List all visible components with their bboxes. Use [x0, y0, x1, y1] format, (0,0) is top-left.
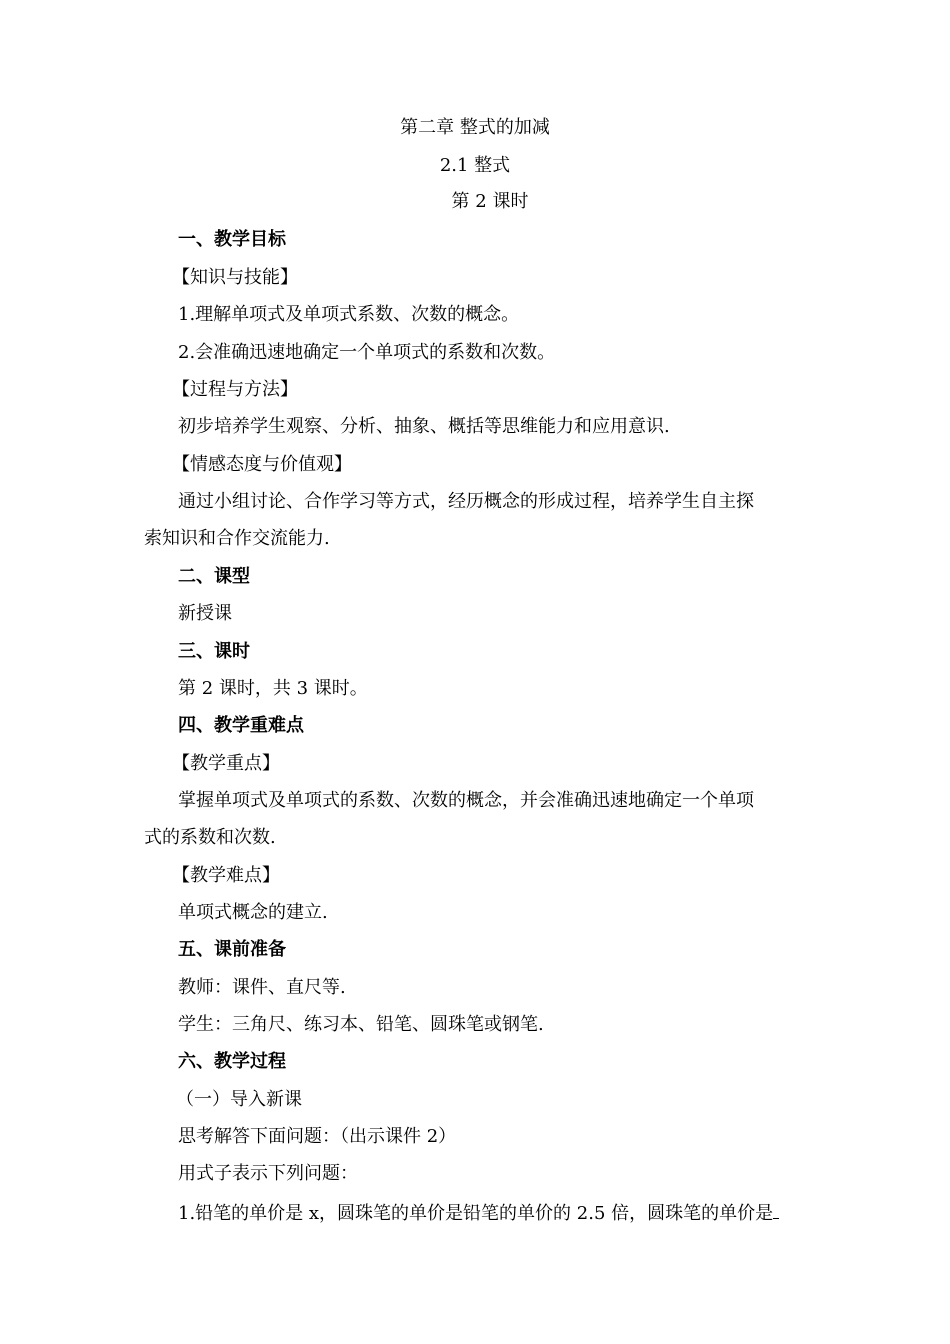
knowledge-item-1: 1.理解单项式及单项式系数、次数的概念。: [178, 304, 520, 325]
chapter-title: 第二章 整式的加减: [400, 117, 550, 138]
label-knowledge: 【知识与技能】: [172, 267, 298, 288]
lesson-title: 第 2 课时: [451, 191, 529, 212]
question-intro: 用式子表示下列问题：: [178, 1163, 358, 1184]
difficulty-text: 单项式概念的建立.: [178, 902, 328, 923]
section-title: 2.1 整式: [439, 155, 511, 176]
knowledge-item-2: 2.会准确迅速地确定一个单项式的系数和次数。: [178, 342, 556, 363]
process-text: 初步培养学生观察、分析、抽象、概括等思维能力和应用意识.: [178, 416, 670, 437]
label-process: 【过程与方法】: [172, 379, 298, 400]
emotion-text-line-2: 索知识和合作交流能力.: [144, 528, 330, 549]
heading-key-points: 四、教学重难点: [178, 715, 304, 736]
focus-text-line-1: 掌握单项式及单项式的系数、次数的概念，并会准确迅速地确定一个单项: [178, 790, 754, 811]
hours-text: 第 2 课时，共 3 课时。: [178, 678, 368, 699]
label-emotion: 【情感态度与价值观】: [172, 454, 352, 475]
type-text: 新授课: [178, 603, 232, 624]
heading-prep: 五、课前准备: [178, 939, 286, 960]
heading-hours: 三、课时: [178, 641, 250, 662]
label-difficulty: 【教学难点】: [172, 865, 280, 886]
label-focus: 【教学重点】: [172, 753, 280, 774]
prep-teacher: 教师：课件、直尺等.: [178, 977, 346, 998]
focus-text-line-2: 式的系数和次数.: [144, 827, 276, 848]
answer-blank: [773, 1202, 779, 1219]
question-1: [178, 1202, 806, 1224]
question-1-text: 1.铅笔的单价是 x，圆珠笔的单价是铅笔的单价的 2.5 倍，圆珠笔的单价是: [178, 1203, 774, 1224]
intro-label: （一）导入新课: [176, 1089, 302, 1110]
heading-process: 六、教学过程: [178, 1051, 286, 1072]
intro-text: 思考解答下面问题：（出示课件 2）: [178, 1126, 457, 1147]
prep-student: 学生：三角尺、练习本、铅笔、圆珠笔或钢笔.: [178, 1014, 544, 1035]
heading-type: 二、课型: [178, 566, 250, 587]
emotion-text-line-1: 通过小组讨论、合作学习等方式，经历概念的形成过程，培养学生自主探: [178, 491, 754, 512]
heading-goals: 一、教学目标: [178, 229, 286, 250]
